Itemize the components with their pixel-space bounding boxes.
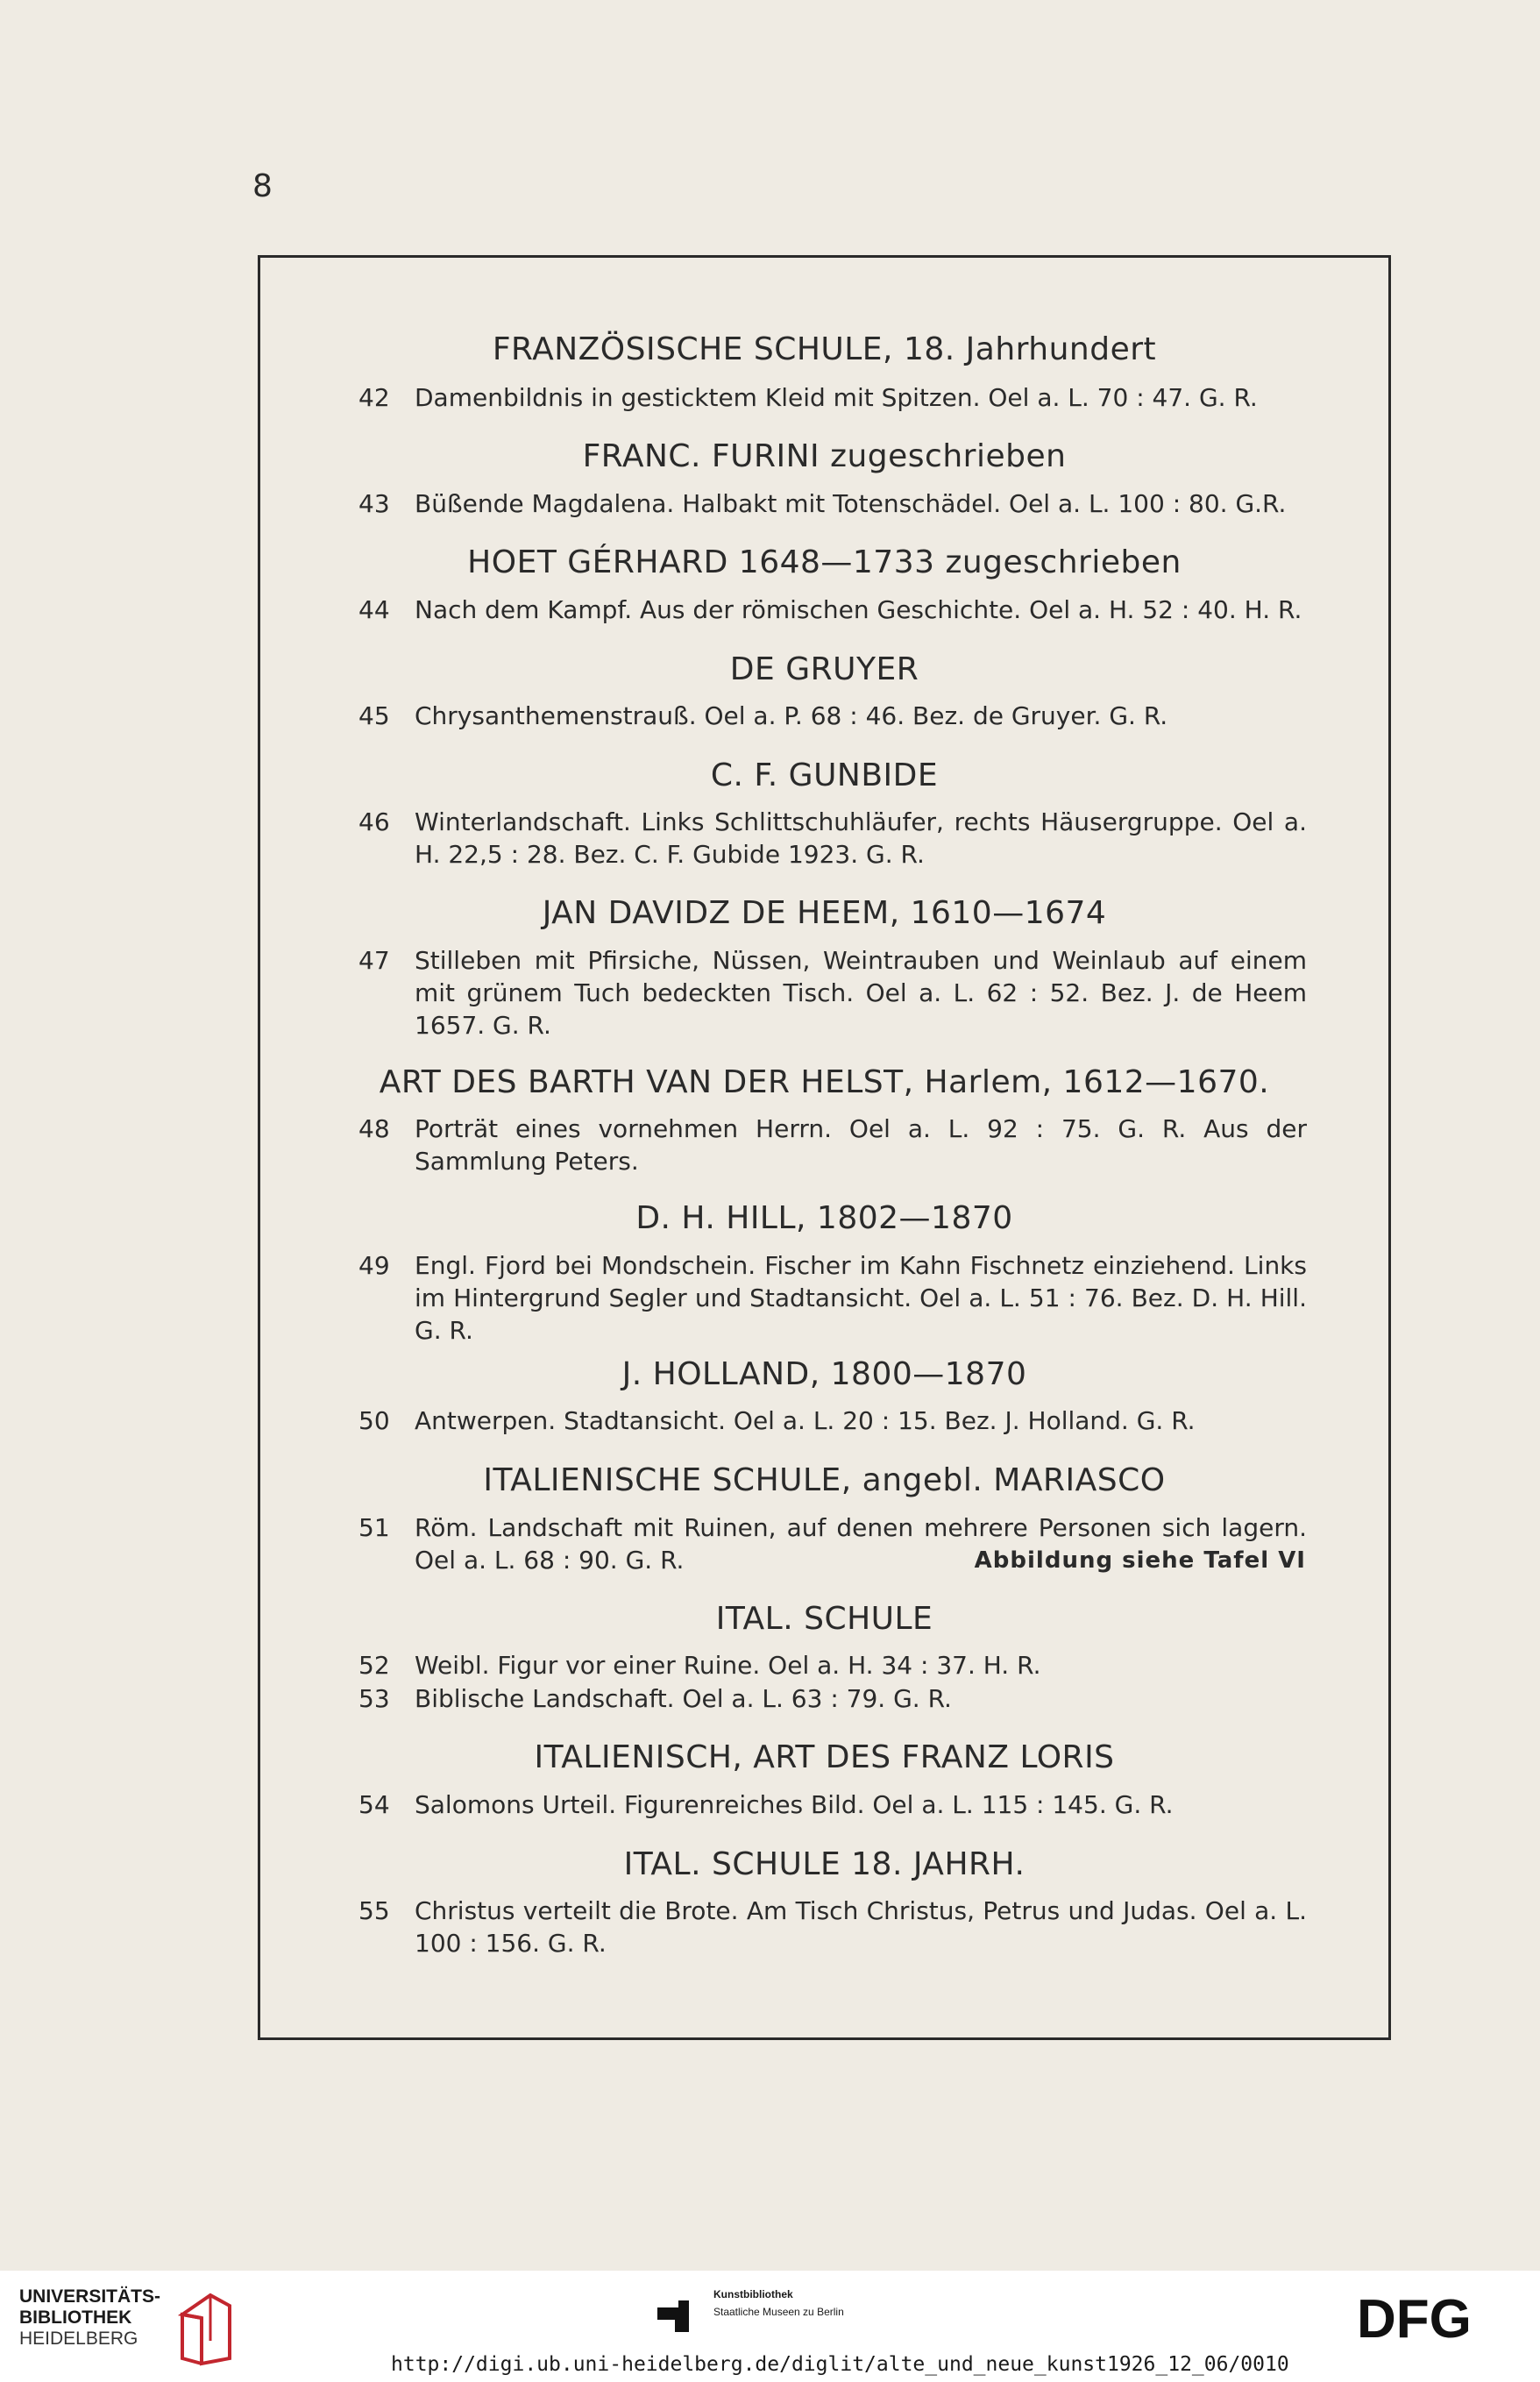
catalog-frame xyxy=(258,255,1391,2040)
library-mark-icon xyxy=(175,2288,237,2367)
entry-number: 53 xyxy=(358,1684,390,1713)
entry-text: Damenbildnis in gesticktem Kleid mit Spitzen. Oel a. L. 70 : 47. G. R. xyxy=(415,383,1258,412)
entry-text: Büßende Magdalena. Halbakt mit Totenschädel. Oel a. L. 100 : 80. G.R. xyxy=(415,489,1287,518)
permalink-url[interactable]: http://digi.ub.uni-heidelberg.de/diglit/alte_und_neue_kunst1926_12_06/0010 xyxy=(391,2353,1289,2376)
entry-text: Weibl. Figur vor einer Ruine. Oel a. H. 34 : 37. H. R. xyxy=(415,1651,1041,1680)
entry-number: 43 xyxy=(358,489,390,518)
entry-text: Stilleben mit Pfirsiche, Nüssen, Weintrauben und Weinlaub auf einem mit grünem Tuch bedeckten Tisch. Oel a. L. 62 : 52. Bez. J. de Heem 1657. G. R. xyxy=(415,946,1307,1040)
footer-bar xyxy=(0,2271,1540,2382)
section-heading: ITALIENISCH, ART DES FRANZ LORIS xyxy=(534,1739,1115,1775)
plate-reference: Abbildung siehe Tafel VI xyxy=(974,1547,1306,1574)
entry-text: Antwerpen. Stadtansicht. Oel a. L. 20 : 15. Bez. J. Holland. G. R. xyxy=(415,1406,1196,1435)
section-heading: JAN DAVIDZ DE HEEM, 1610—1674 xyxy=(542,895,1107,931)
entry-number: 55 xyxy=(358,1896,390,1925)
entry-text: Engl. Fjord bei Mondschein. Fischer im Kahn Fischnetz einziehend. Links im Hintergrund Segler und Stadtansicht. Oel a. L. 51 : 76. Bez. D. H. Hill. G. R. xyxy=(415,1251,1307,1345)
section-heading: FRANC. FURINI zugeschrieben xyxy=(582,438,1067,474)
section-heading: ITAL. SCHULE 18. JAHRH. xyxy=(623,1846,1025,1882)
library-city-line: HEIDELBERG xyxy=(19,2329,138,2349)
entry-text: Porträt eines vornehmen Herrn. Oel a. L. 92 : 75. G. R. Aus der Sammlung Peters. xyxy=(415,1114,1307,1176)
university-library-logo[interactable] xyxy=(19,2286,160,2350)
entry-text: Röm. Landschaft mit Ruinen, auf denen mehrere Personen sich lagern. Oel a. L. 68 : 90. G. R. xyxy=(415,1513,1307,1575)
section-heading: ITALIENISCHE SCHULE, angebl. MARIASCO xyxy=(483,1462,1166,1498)
entry-number: 50 xyxy=(358,1406,390,1435)
entry-number: 46 xyxy=(358,807,390,836)
kb-name: Kunstbibliothek xyxy=(713,2288,793,2300)
entry-number: 45 xyxy=(358,701,390,730)
entry-text: Winterlandschaft. Links Schlittschuhläufer, rechts Häusergruppe. Oel a. H. 22,5 : 28. Bez. C. F. Gubide 1923. G. R. xyxy=(415,807,1307,869)
library-name-line: BIBLIOTHEK xyxy=(19,2307,132,2328)
section-heading: DE GRUYER xyxy=(729,651,919,687)
entry-text: Salomons Urteil. Figurenreiches Bild. Oel a. L. 115 : 145. G. R. xyxy=(415,1790,1174,1819)
entry-text: Nach dem Kampf. Aus der römischen Geschichte. Oel a. H. 52 : 40. H. R. xyxy=(415,595,1302,624)
entry-text: Chrysanthemenstrauß. Oel a. P. 68 : 46. Bez. de Gruyer. G. R. xyxy=(415,701,1168,730)
dfg-logo[interactable] xyxy=(1357,2292,1519,2344)
entry-number: 42 xyxy=(358,383,390,412)
section-heading: HOET GÉRHARD 1648—1733 zugeschrieben xyxy=(467,544,1182,580)
entry-number: 44 xyxy=(358,595,390,624)
entry-number: 51 xyxy=(358,1513,390,1542)
dfg-wordmark: DFG xyxy=(1357,2292,1472,2344)
entry-text: Biblische Landschaft. Oel a. L. 63 : 79. G. R. xyxy=(415,1684,952,1713)
section-heading: J. HOLLAND, 1800—1870 xyxy=(621,1356,1027,1392)
section-heading: ART DES BARTH VAN DER HELST, Harlem, 1612—1670. xyxy=(379,1064,1270,1100)
section-heading: FRANZÖSISCHE SCHULE, 18. Jahrhundert xyxy=(492,331,1157,367)
section-heading: ITAL. SCHULE xyxy=(715,1601,933,1637)
kunstbibliothek-icon xyxy=(656,2299,691,2334)
entry-number: 49 xyxy=(358,1251,390,1280)
entry-number: 48 xyxy=(358,1114,390,1143)
library-name-line: UNIVERSITÄTS- xyxy=(19,2286,161,2307)
section-heading: C. F. GUNBIDE xyxy=(710,757,939,793)
entry-number: 52 xyxy=(358,1651,390,1680)
entry-number: 47 xyxy=(358,946,390,975)
kb-subtitle: Staatliche Museen zu Berlin xyxy=(713,2306,844,2318)
page-number: 8 xyxy=(252,168,273,204)
entry-text: Christus verteilt die Brote. Am Tisch Christus, Petrus und Judas. Oel a. L. 100 : 156. G. R. xyxy=(415,1896,1307,1958)
entry-number: 54 xyxy=(358,1790,390,1819)
section-heading: D. H. HILL, 1802—1870 xyxy=(635,1200,1013,1236)
